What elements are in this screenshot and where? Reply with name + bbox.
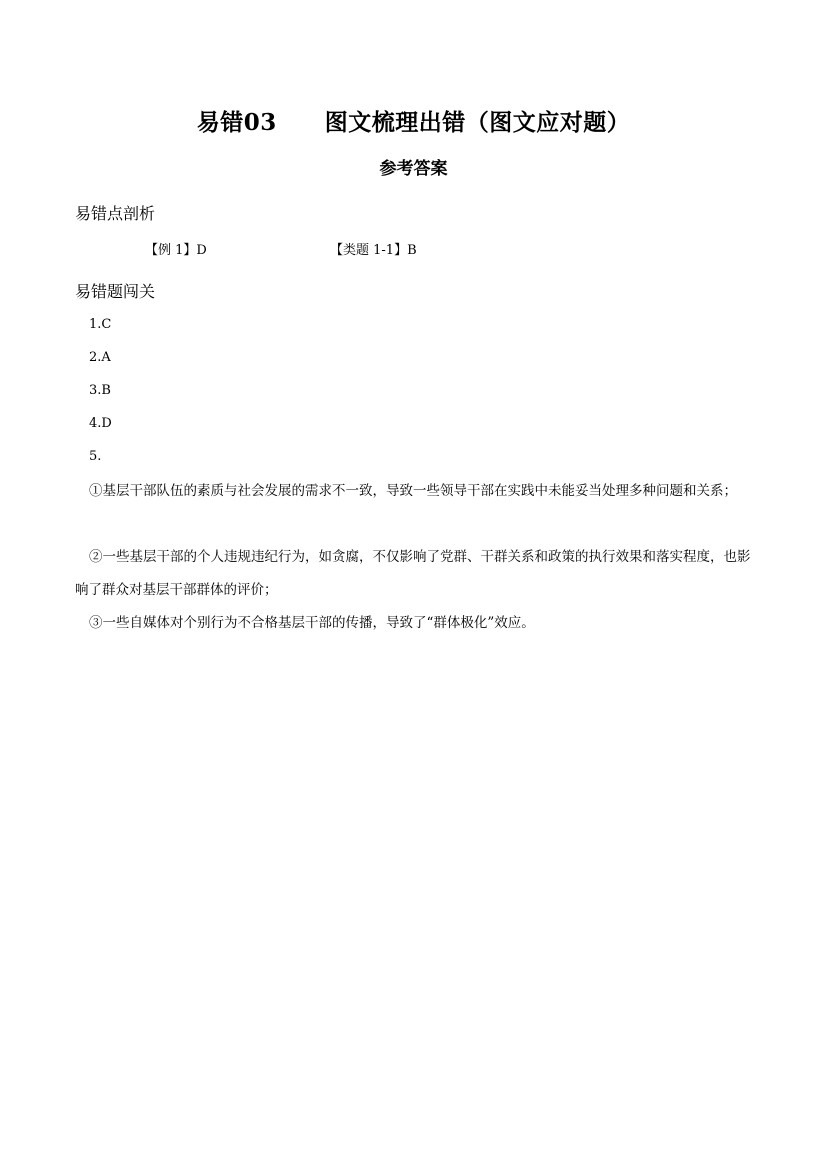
- similar-question-answer: 【类题 1-1】B: [330, 243, 417, 258]
- page-title: [0, 104, 827, 137]
- answer-item: 2.A: [89, 350, 111, 365]
- answer-item: 3.B: [89, 383, 111, 398]
- answer-item: 1.C: [89, 317, 112, 332]
- section-heading-challenge: 易错题闯关: [75, 282, 156, 301]
- title-main: 图文梳理出错（图文应对题）: [324, 109, 631, 136]
- title-prefix: 易错03: [196, 109, 277, 136]
- page-subtitle: 参考答案: [379, 159, 448, 179]
- answer-paragraph: ①基层干部队伍的素质与社会发展的需求不一致，导致一些领导干部在实践中未能妥当处理多种问题和关系；: [89, 483, 737, 499]
- answer-item: 4.D: [89, 416, 112, 431]
- answer-paragraph: ③一些自媒体对个别行为不合格基层干部的传播，导致了“群体极化”效应。: [89, 615, 535, 631]
- section-heading-analysis: 易错点剖析: [75, 204, 156, 223]
- example-answer: 【例 1】D: [145, 243, 207, 258]
- answer-item: 5.: [89, 449, 102, 464]
- answer-paragraph: ②一些基层干部的个人违规违纪行为，如贪腐，不仅影响了党群、干群关系和政策的执行效果和落实程度，也影响了群众对基层干部群体的评价；: [75, 549, 751, 598]
